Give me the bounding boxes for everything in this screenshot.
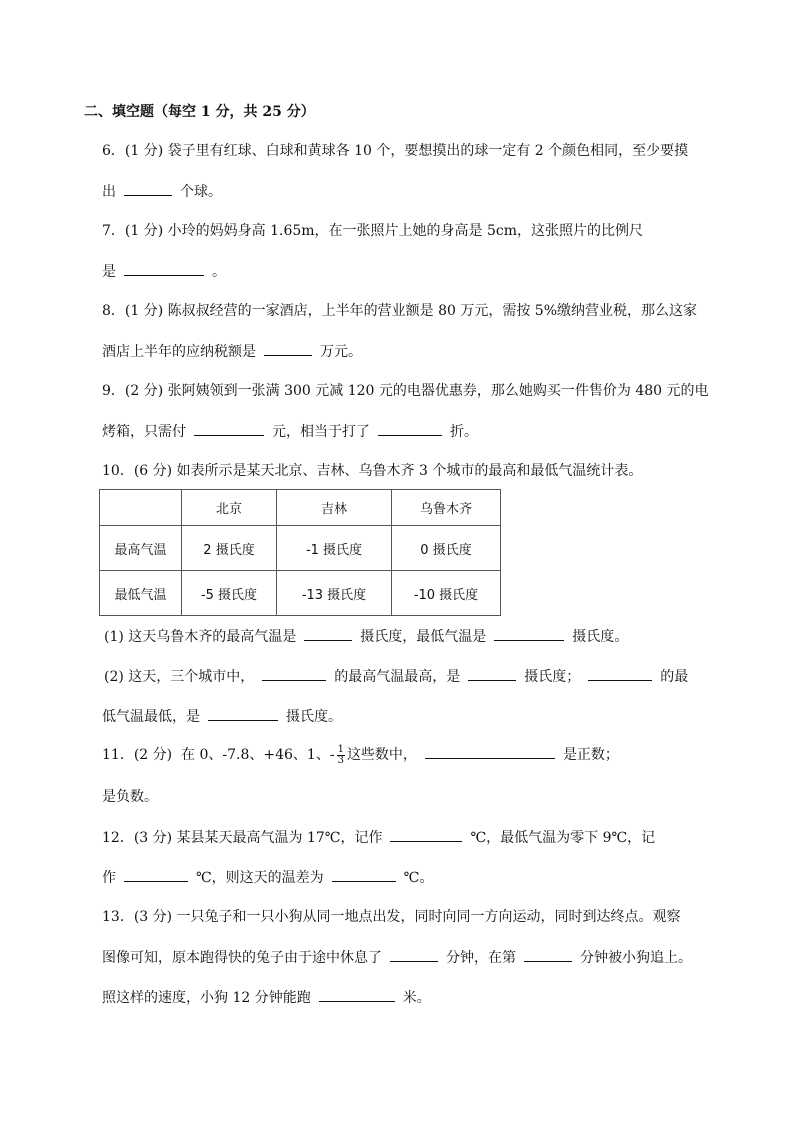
q13-blank-3[interactable] <box>319 987 395 1002</box>
table-cell: 2 摄氏度 <box>182 526 277 571</box>
table-cell: 最低气温 <box>100 571 182 616</box>
q6-line1: 6．(1 分) 袋子里有红球、白球和黄球各 10 个，要想摸出的球一定有 2 个颜色相同，至少要摸 <box>102 143 689 159</box>
table-header-cell <box>100 490 182 526</box>
q12-blank-2[interactable] <box>124 867 188 882</box>
table-cell: 0 摄氏度 <box>392 526 501 571</box>
q12-blank-3[interactable] <box>332 867 396 882</box>
table-cell: -1 摄氏度 <box>277 526 392 571</box>
table-header-cell: 北京 <box>182 490 277 526</box>
table-cell: 最高气温 <box>100 526 182 571</box>
q9-answer-blank-1[interactable] <box>194 421 264 436</box>
q9-line1: 9．(2 分) 张阿姨领到一张满 300 元减 120 元的电器优惠券，那么她购买一件售价为 480 元的电 <box>102 383 709 399</box>
table-cell: -13 摄氏度 <box>277 571 392 616</box>
q10-sub2-line2: 低气温最低，是 摄氏度。 <box>102 706 342 727</box>
q10-sub1-blank-2[interactable] <box>494 626 564 641</box>
table-cell: -5 摄氏度 <box>182 571 277 616</box>
table-header-cell: 乌鲁木齐 <box>392 490 501 526</box>
q13-line1: 13．(3 分) 一只兔子和一只小狗从同一地点出发，同时向同一方向运动，同时到达终点。观察 <box>102 909 681 925</box>
q10-sub1: (1) 这天乌鲁木齐的最高气温是 摄氏度，最低气温是 摄氏度。 <box>104 626 628 647</box>
q11-line2: 是负数。 <box>102 789 158 805</box>
q9-line2: 烤箱，只需付 元，相当于打了 折。 <box>102 421 478 442</box>
q7-line2: 是 。 <box>102 261 226 282</box>
q13-blank-2[interactable] <box>524 947 572 962</box>
q13-blank-1[interactable] <box>390 947 438 962</box>
q13-line3: 照这样的速度，小狗 12 分钟能跑 米。 <box>102 987 431 1008</box>
q12-blank-1[interactable] <box>390 827 462 842</box>
q10-line1: 10．(6 分) 如表所示是某天北京、吉林、乌鲁木齐 3 个城市的最高和最低气温统计表。 <box>102 463 643 479</box>
table-cell: -10 摄氏度 <box>392 571 501 616</box>
table-row <box>100 526 501 571</box>
q10-sub2-line1: (2) 这天，三个城市中， 的最高气温最高，是 摄氏度； 的最 <box>104 666 688 687</box>
q12-line2: 作 ℃，则这天的温差为 ℃。 <box>102 867 433 888</box>
q10-sub1-blank-1[interactable] <box>304 626 352 641</box>
q12-line1: 12．(3 分) 某县某天最高气温为 17℃，记作 ℃，最低气温为零下 9℃，记 <box>102 827 655 848</box>
q11-line1: 11．(2 分) 在 0、-7.8、+46、1、- $\frac{1}{3}$ 这些数中， 是正数； <box>102 743 619 766</box>
q7-answer-blank[interactable] <box>124 261 204 276</box>
q10-sub2-blank-2[interactable] <box>468 666 516 681</box>
q6-answer-blank[interactable] <box>124 181 172 196</box>
q10-sub2-blank-4[interactable] <box>208 706 278 721</box>
table-row <box>100 571 501 616</box>
q8-line2: 酒店上半年的应纳税额是 万元。 <box>102 341 362 362</box>
temperature-table <box>99 489 501 616</box>
q10-sub2-blank-3[interactable] <box>588 666 652 681</box>
q7-line1: 7．(1 分) 小玲的妈妈身高 1.65m，在一张照片上她的身高是 5cm，这张照片的比例尺 <box>102 223 644 239</box>
table-header-cell: 吉林 <box>277 490 392 526</box>
q8-line1: 8．(1 分) 陈叔叔经营的一家酒店，上半年的营业额是 80 万元，需按 5%缴纳营业税，那么这家 <box>102 303 698 319</box>
fraction-one-third: $\frac{1}{3}$ <box>337 743 344 766</box>
q8-answer-blank[interactable] <box>264 341 312 356</box>
section-title: 二、填空题（每空 1 分，共 25 分） <box>84 104 315 120</box>
q6-line2: 出 个球。 <box>102 181 222 202</box>
q9-answer-blank-2[interactable] <box>378 421 442 436</box>
q10-sub2-blank-1[interactable] <box>262 666 326 681</box>
table-header-row <box>100 490 501 526</box>
q13-line2: 图像可知，原本跑得快的兔子由于途中休息了 分钟，在第 分钟被小狗追上。 <box>102 947 692 968</box>
q11-answer-blank[interactable] <box>425 744 555 759</box>
